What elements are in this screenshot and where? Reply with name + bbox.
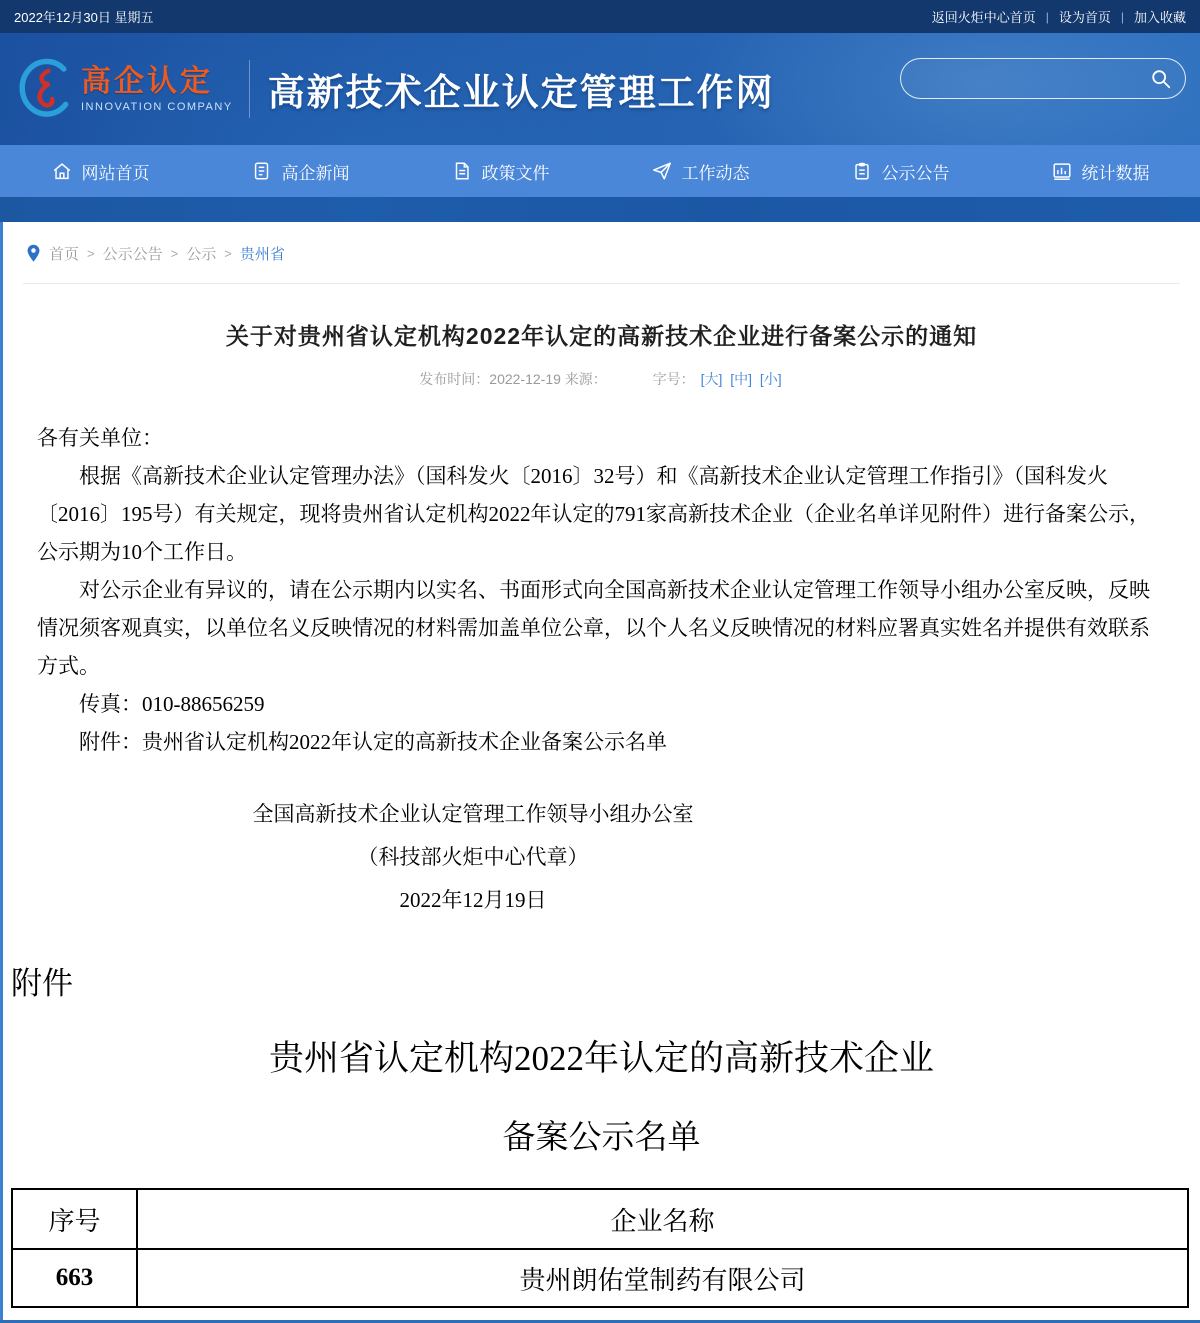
breadcrumb-separator: > [87, 246, 95, 261]
breadcrumb-announcements[interactable]: 公示公告 [102, 246, 163, 263]
paper-plane-icon [651, 160, 673, 182]
nav-item-label: 工作动态 [681, 163, 750, 183]
main-nav [0, 145, 1200, 197]
signature-date: 2022年12月19日 [399, 888, 547, 912]
breadcrumb-separator: > [170, 246, 179, 261]
article-title: 关于对贵州省认定机构2022年认定的高新技术企业进行备案公示的通知 [225, 323, 978, 349]
attachment-title-line1: 贵州省认定机构2022年认定的高新技术企业 [268, 1039, 934, 1078]
search-icon[interactable] [1150, 68, 1172, 90]
salutation: 各有关单位： [37, 426, 163, 450]
breadcrumb-guizhou[interactable]: 贵州省 [239, 246, 285, 263]
table-row [12, 1249, 1188, 1307]
fontsize-large-button[interactable]: [大] [700, 371, 723, 387]
location-pin-icon [26, 244, 41, 263]
home-icon [51, 160, 73, 182]
policy-file-icon [451, 160, 473, 182]
link-set-homepage[interactable]: 设为首页 [1058, 10, 1111, 25]
link-add-favorite[interactable]: 加入收藏 [1133, 10, 1186, 25]
fontsize-label: 字号： [652, 371, 695, 387]
fax-line: 传真：010-88656259 [79, 692, 265, 716]
publish-time-value: 2022-12-19 [489, 371, 561, 387]
notice-body [37, 419, 1166, 761]
notice-paragraph-2: 对公示企业有异议的，请在公示期内以实名、书面形式向全国高新技术企业认定管理工作领导小组办公室反映，反映情况须客观真实，以单位名义反映情况的材料需加盖单位公章，以个人名义反映情况的材料应署真实姓名并提供有效联系方式。 [37, 578, 1150, 678]
announcement-icon [851, 160, 873, 182]
top-bar [0, 0, 1200, 33]
nav-item-home[interactable] [0, 145, 200, 197]
current-date: 2022年12月30日 星期五 [14, 10, 154, 25]
header-enterprise-name: 企业名称 [137, 1189, 1188, 1249]
article-meta [3, 369, 1200, 389]
header-serial-number: 序号 [12, 1189, 137, 1249]
nav-item-activity[interactable] [600, 145, 800, 197]
breadcrumb-home[interactable]: 首页 [49, 246, 80, 263]
statistics-icon [1051, 160, 1073, 182]
attachment-line: 附件：贵州省认定机构2022年认定的高新技术企业备案公示名单 [79, 730, 667, 754]
attachment-title-line2: 备案公示名单 [502, 1120, 701, 1156]
logo-cn-label: 高企认定 [81, 64, 213, 98]
fontsize-small-button[interactable]: [小] [759, 371, 782, 387]
topbar-separator: | [1045, 9, 1049, 24]
nav-item-label: 网站首页 [81, 163, 150, 183]
logo-en-label: INNOVATION COMPANY [81, 100, 233, 113]
search-input[interactable] [914, 71, 1150, 87]
cell-enterprise-name: 贵州朗佑堂制药有限公司 [137, 1249, 1188, 1307]
nav-item-label: 统计数据 [1081, 163, 1150, 183]
nav-item-announcement[interactable] [800, 145, 1000, 197]
nav-item-statistics[interactable] [1000, 145, 1200, 197]
breadcrumb-divider [23, 283, 1180, 284]
fontsize-medium-button[interactable]: [中] [730, 371, 753, 387]
banner-bottom-strip [0, 197, 1200, 222]
table-header-row [12, 1189, 1188, 1249]
nav-item-label: 公示公告 [881, 163, 950, 183]
topbar-links [932, 7, 1186, 26]
logo-divider [249, 60, 250, 118]
news-icon [251, 160, 273, 182]
cell-serial-number: 663 [12, 1249, 137, 1307]
notice-paragraph-1: 根据《高新技术企业认定管理办法》（国科发火〔2016〕32号）和《高新技术企业认定管理工作指引》（国科发火〔2016〕195号）有关规定，现将贵州省认定机构2022年认定的791家高新技术企业（企业名单详见附件）进行备案公示，公示期为10个工作日。 [37, 464, 1150, 564]
search-box[interactable] [900, 58, 1186, 99]
nav-item-news[interactable] [200, 145, 400, 197]
site-title: 高新技术企业认定管理工作网 [267, 72, 775, 113]
site-logo[interactable] [14, 57, 233, 121]
logo-mark-icon [14, 57, 72, 121]
breadcrumb [3, 222, 1200, 283]
signature-seal: （科技部火炬中心代章） [357, 845, 589, 869]
signature-block [3, 793, 943, 922]
link-torch-home[interactable]: 返回火炬中心首页 [931, 10, 1036, 25]
publish-time-label: 发布时间： [419, 371, 490, 387]
enterprise-roster-table [11, 1188, 1189, 1308]
nav-item-policy[interactable] [400, 145, 600, 197]
main-content [0, 222, 1200, 1320]
site-banner [0, 33, 1200, 145]
topbar-separator: | [1120, 9, 1124, 24]
logo-text [81, 65, 233, 113]
nav-item-label: 高企新闻 [281, 163, 350, 183]
breadcrumb-separator: > [224, 246, 232, 261]
signature-org: 全国高新技术企业认定管理工作领导小组办公室 [252, 802, 694, 826]
source-label: 来源： [564, 371, 607, 387]
attachment-label: 附件 [11, 966, 73, 1001]
nav-item-label: 政策文件 [481, 163, 550, 183]
breadcrumb-publicity[interactable]: 公示 [186, 246, 217, 263]
